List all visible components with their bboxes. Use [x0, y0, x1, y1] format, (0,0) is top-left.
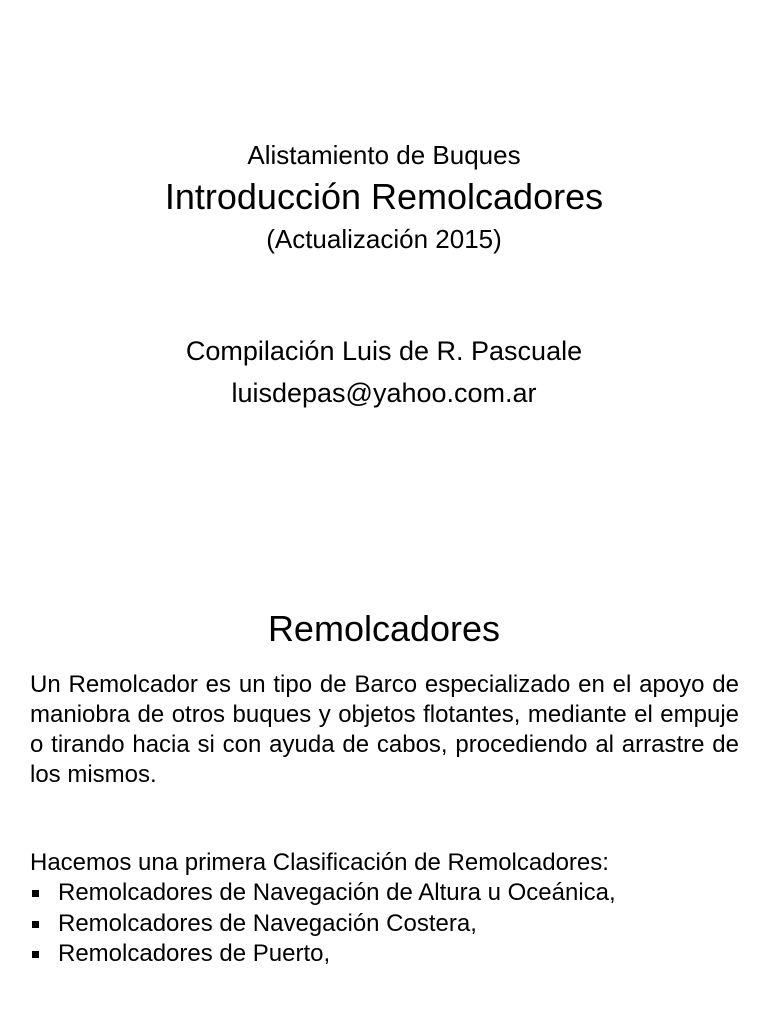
slide-title: Remolcadores	[267, 608, 501, 649]
update-note: (Actualización 2015)	[266, 224, 502, 254]
list-item	[30, 939, 616, 970]
list-item	[30, 878, 616, 909]
author-email: luisdepas@yahoo.com.ar	[231, 378, 537, 408]
square-bullet-icon	[32, 921, 39, 928]
list-item-text: Remolcadores de Navegación Costera,	[58, 909, 477, 937]
list-item-text: Remolcadores de Puerto,	[58, 940, 331, 967]
classification-list	[30, 878, 616, 970]
definition-paragraph: Un Remolcador es un tipo de Barco especializado en el apoyo de maniobra de otros buques y objetos flotantes, mediante el empuje o tirando hacia si con ayuda de cabos, procediendo al arrastre de los mismos.	[30, 671, 739, 788]
course-subject: Alistamiento de Buques	[247, 140, 521, 170]
list-item-text: Remolcadores de Navegación de Altura u Oceánica,	[58, 879, 616, 906]
presentation-title: Introducción Remolcadores	[164, 176, 604, 217]
square-bullet-icon	[32, 951, 39, 958]
square-bullet-icon	[32, 890, 39, 897]
classification-intro: Hacemos una primera Clasificación de Remolcadores:	[30, 849, 609, 876]
list-item	[30, 909, 616, 940]
content-slide	[0, 512, 768, 1024]
author-credit: Compilación Luis de R. Pascuale	[185, 336, 583, 366]
